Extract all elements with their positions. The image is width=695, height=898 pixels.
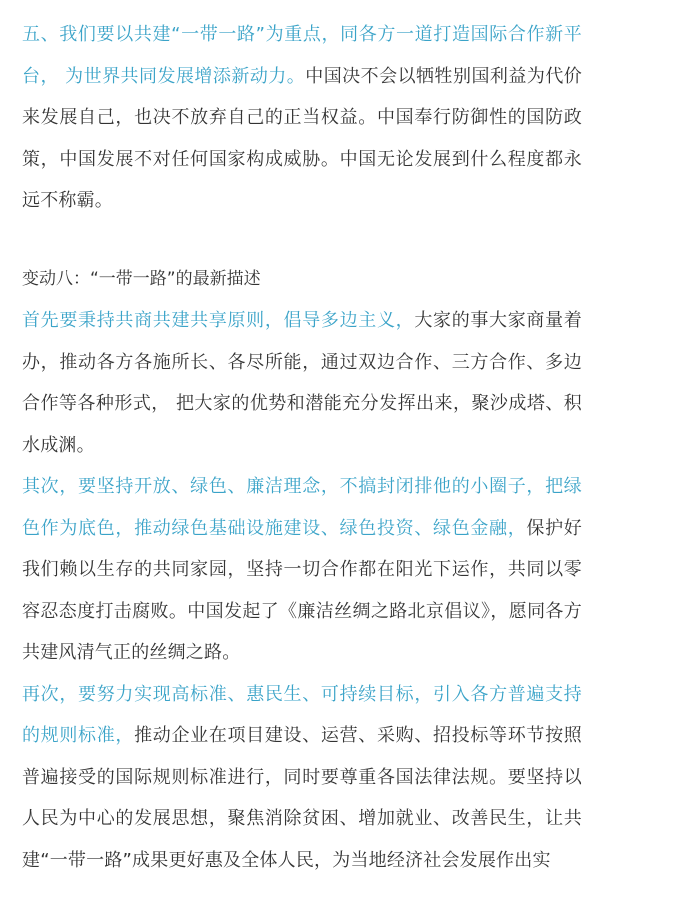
highlighted-text: 首先要秉持共商共建共享原则，倡导多边主义， xyxy=(22,310,415,331)
highlighted-text: 再次，要努力实现高标准、惠民生、可持续目标，引入各方普遍支持的规则标准， xyxy=(22,683,582,746)
body-text: 中国决不会以牺牲别国利益为代价来发展自己，也决不放弃自己的正当权益。中国奉行防御性的国防政策，中国发展不对任何国家构成威胁。中国无论发展到什么程度都永远不称霸。 xyxy=(22,65,583,211)
paragraph-second xyxy=(22,466,582,674)
paragraph-point-five xyxy=(22,14,582,222)
body-text: 推动企业在项目建设、运营、采购、招投标等环节按照普遍接受的国际规则标准进行，同时要尊重各国法律法规。要坚持以人民为中心的发展思想，聚焦消除贫困、增加就业、改善民生，让共建“一带一路”成果更好惠及全体人民，为当地经济社会发展作出实 xyxy=(22,725,582,871)
paragraph-first xyxy=(22,300,582,466)
highlighted-text: 其次，要坚持开放、绿色、廉洁理念，不搞封闭排他的小圈子，把绿色作为底色，推动绿色基础设施建设、绿色投资、绿色金融， xyxy=(22,476,582,539)
body-text: 大家的事大家商量着办，推动各方各施所长、各尽所能，通过双边合作、三方合作、多边合作等各种形式， 把大家的优势和潜能充分发挥出来，聚沙成塔、积水成渊。 xyxy=(22,310,582,456)
body-text: 保护好我们赖以生存的共同家园，坚持一切合作都在阳光下运作，共同以零容忍态度打击腐败。中国发起了《廉洁丝绸之路北京倡议》，愿同各方共建风清气正的丝绸之路。 xyxy=(22,517,582,663)
paragraph-third xyxy=(22,674,582,882)
highlighted-text: 五、我们要以共建“一带一路”为重点，同各方一道打造国际合作新平台， 为世界共同发展增添新动力。 xyxy=(22,24,582,87)
article-body xyxy=(22,14,582,881)
paragraph-spacer xyxy=(22,222,582,259)
section-heading: 变动八：“一带一路”的最新描述 xyxy=(22,268,261,289)
